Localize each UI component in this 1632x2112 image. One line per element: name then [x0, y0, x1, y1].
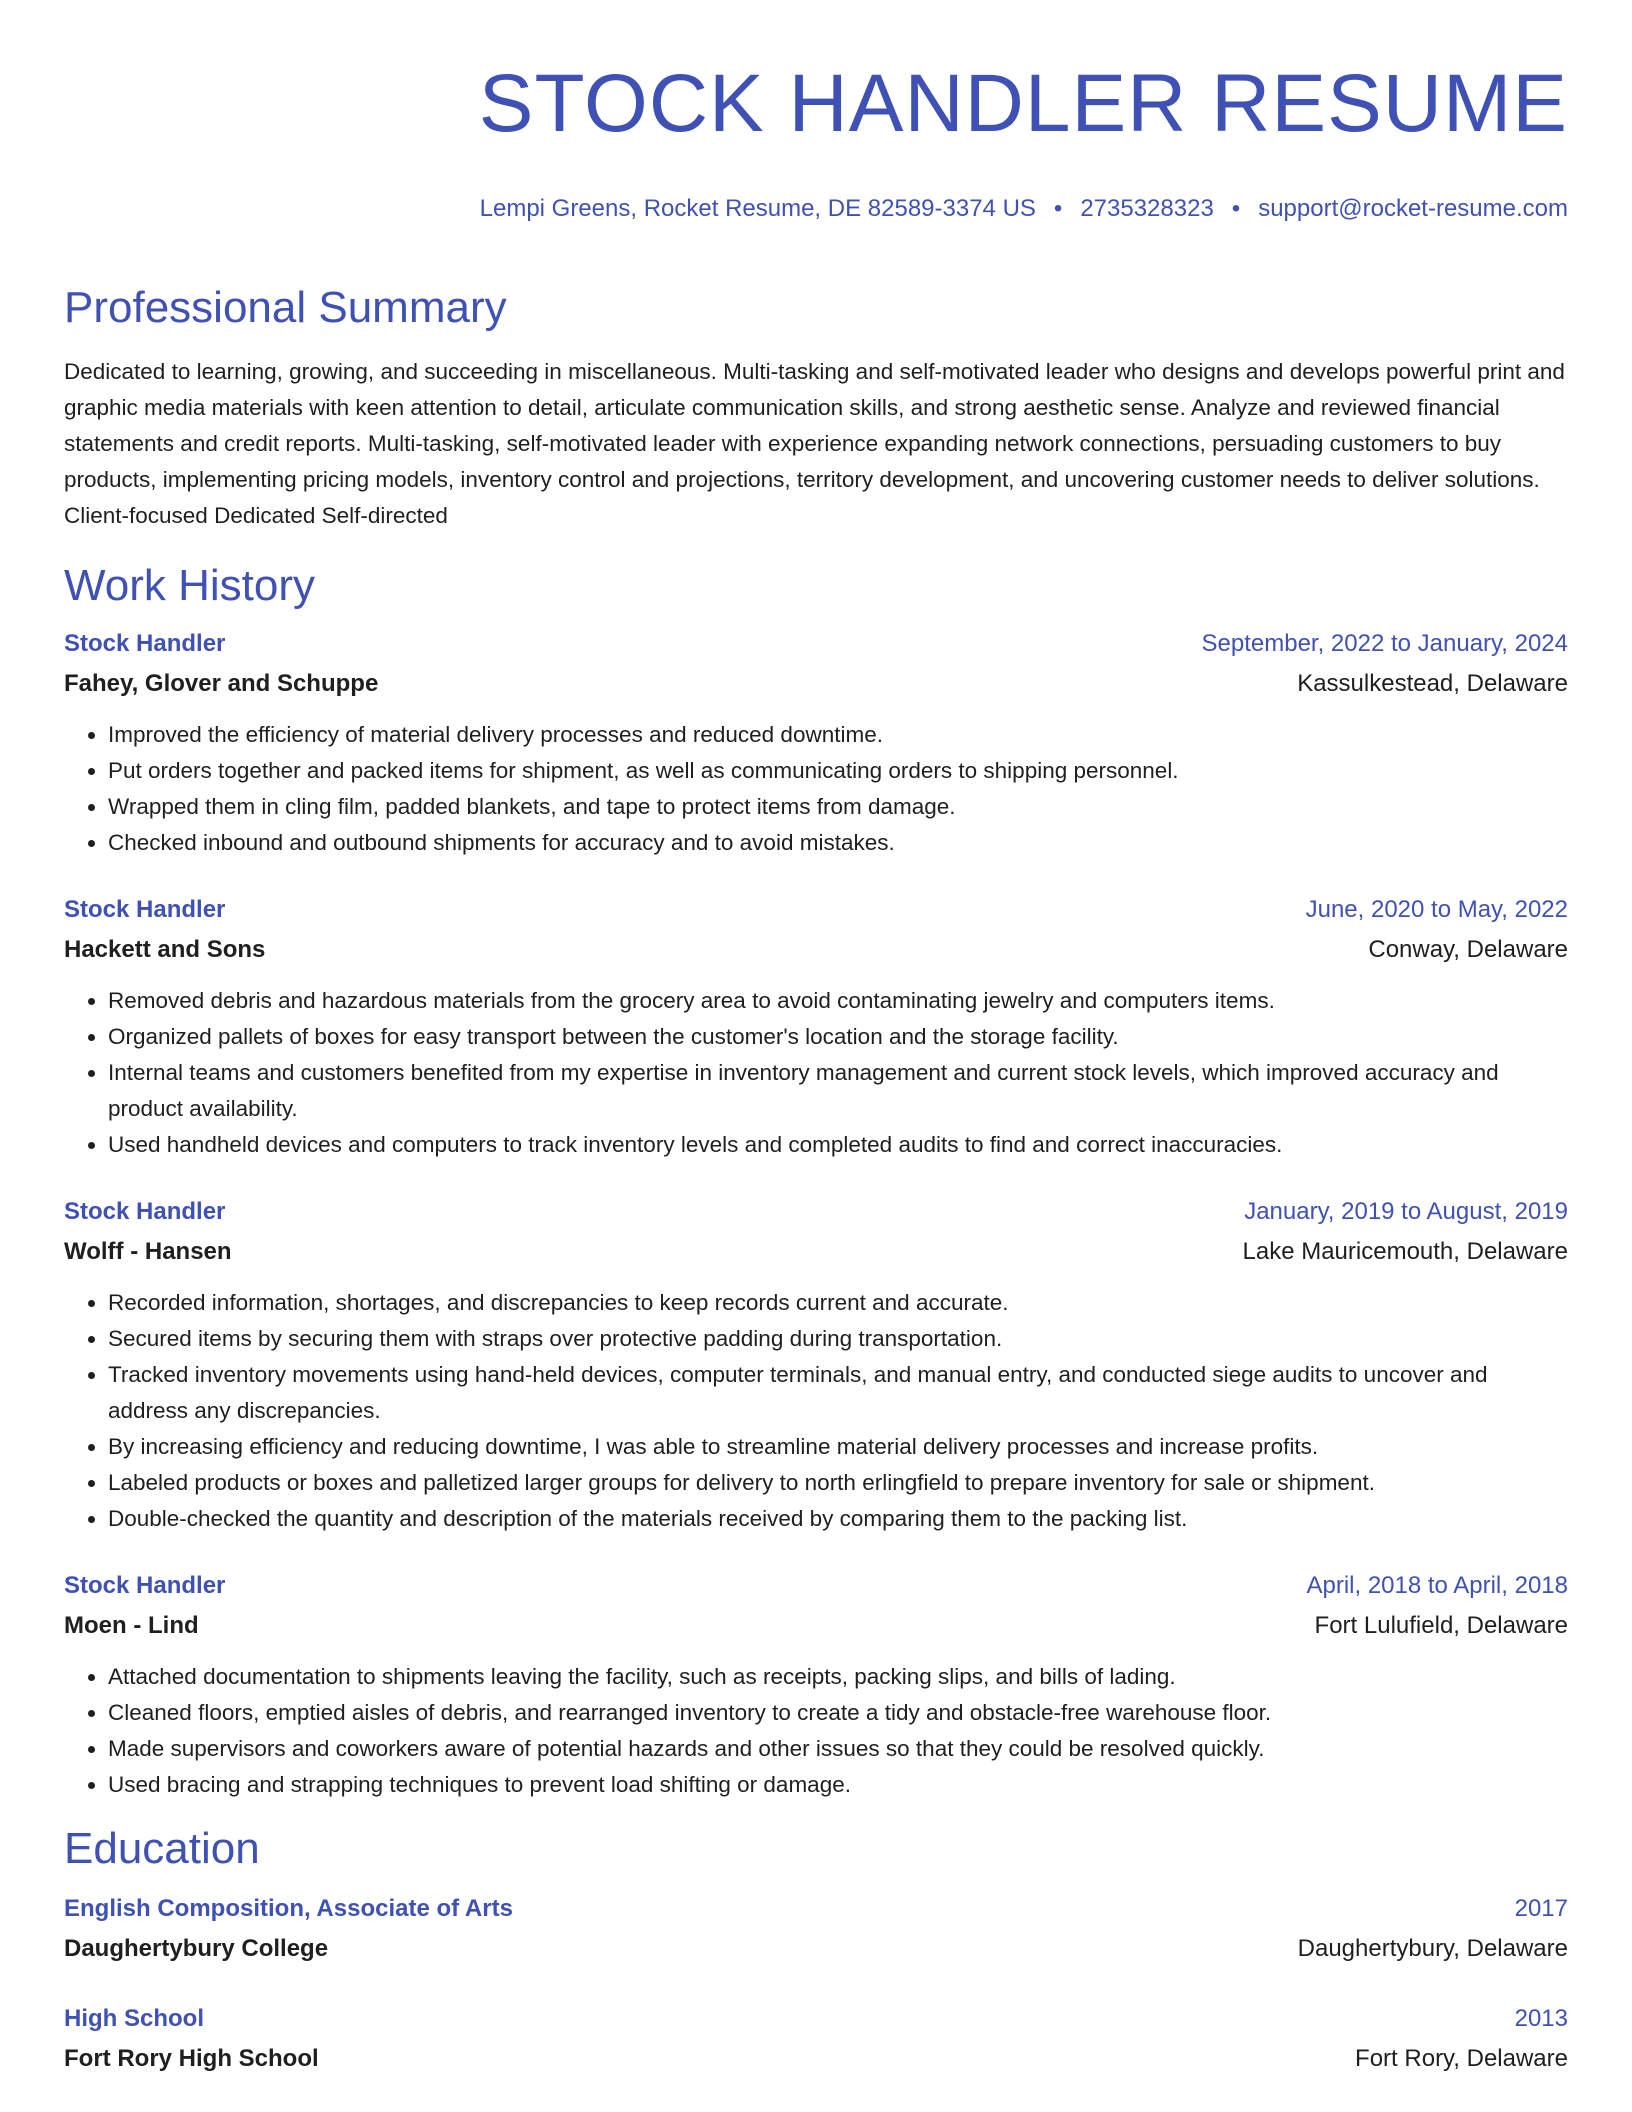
- job-company: Fahey, Glover and Schuppe: [64, 670, 379, 697]
- job-entry: [64, 1570, 1568, 1803]
- education-location: Fort Rory, Delaware: [1355, 2045, 1568, 2072]
- contact-email[interactable]: support@rocket-resume.com: [1258, 195, 1568, 222]
- job-bullet: • Attached documentation to shipments leaving the facility, such as receipts, packing slips, and bills of lading.: [108, 1659, 1568, 1695]
- job-company: Moen - Lind: [64, 1612, 199, 1639]
- job-bullet: • Used bracing and strapping techniques to prevent load shifting or damage.: [108, 1767, 1568, 1803]
- job-dates: June, 2020 to May, 2022: [1305, 896, 1568, 923]
- contact-phone[interactable]: 2735328323: [1080, 195, 1214, 222]
- education-heading: Education: [64, 1824, 260, 1873]
- education-list: [64, 1893, 1568, 2075]
- job-dates: April, 2018 to April, 2018: [1306, 1572, 1568, 1599]
- job-bullets: [64, 983, 1568, 1163]
- job-title: Stock Handler: [64, 1572, 226, 1599]
- work-history-list: [64, 628, 1568, 1803]
- education-location: Daughertybury, Delaware: [1297, 1935, 1568, 1962]
- job-bullet: • Secured items by securing them with straps over protective padding during transportation.: [108, 1321, 1568, 1357]
- job-bullet: • Recorded information, shortages, and discrepancies to keep records current and accurate.: [108, 1285, 1568, 1321]
- job-bullet: • Labeled products or boxes and palletized larger groups for delivery to north erlingfield to prepare inventory for sale or shipment.: [108, 1465, 1568, 1501]
- education-year: 2013: [1514, 2005, 1568, 2032]
- education-school: Daughertybury College: [64, 1935, 329, 1962]
- job-bullet: • Wrapped them in cling film, padded blankets, and tape to protect items from damage.: [108, 789, 1568, 825]
- summary-heading: Professional Summary: [64, 283, 507, 332]
- job-bullet: • Removed debris and hazardous materials from the grocery area to avoid contaminating jewelry and computers items.: [108, 983, 1568, 1019]
- job-dates: September, 2022 to January, 2024: [1201, 630, 1568, 657]
- job-bullets: [64, 1285, 1568, 1537]
- job-bullets: [64, 717, 1568, 861]
- job-bullet: • Used handheld devices and computers to track inventory levels and completed audits to find and correct inaccuracies.: [108, 1127, 1568, 1163]
- contact-separator: •: [1231, 195, 1241, 222]
- summary-text: Dedicated to learning, growing, and succeeding in miscellaneous. Multi-tasking and self-motivated leader who designs and develops powerful print and graphic media materials with keen attention to detail, articulate communication skills, and strong aesthetic sense. Analyze and reviewed financial statements and credit reports. Multi-tasking, self-motivated leader with experience expanding network connections, persuading customers to buy products, implementing pricing models, inventory control and projections, territory development, and uncovering customer needs to deliver solutions. Client-focused Dedicated Self-directed: [64, 359, 1565, 528]
- job-bullet: • Internal teams and customers benefited from my expertise in inventory management and current stock levels, which improved accuracy and product availability.: [108, 1055, 1568, 1127]
- job-location: Lake Mauricemouth, Delaware: [1242, 1238, 1568, 1265]
- job-title: Stock Handler: [64, 896, 226, 923]
- job-title: Stock Handler: [64, 1198, 226, 1225]
- education-year: 2017: [1514, 1895, 1568, 1922]
- job-entry: [64, 894, 1568, 1163]
- education-school: Fort Rory High School: [64, 2045, 319, 2072]
- contact-address: Lempi Greens, Rocket Resume, DE 82589-3374 US: [479, 195, 1036, 222]
- job-bullets: [64, 1659, 1568, 1803]
- education-entry: [64, 1893, 1568, 1965]
- contact-line: [64, 194, 1568, 224]
- job-location: Kassulkestead, Delaware: [1297, 670, 1568, 697]
- job-bullet: • Put orders together and packed items for shipment, as well as communicating orders to shipping personnel.: [108, 753, 1568, 789]
- education-degree: High School: [64, 2005, 204, 2032]
- job-company: Hackett and Sons: [64, 936, 266, 963]
- job-bullet: • Double-checked the quantity and description of the materials received by comparing them to the packing list.: [108, 1501, 1568, 1537]
- job-bullet: • Tracked inventory movements using hand-held devices, computer terminals, and manual entry, and conducted siege audits to uncover and address any discrepancies.: [108, 1357, 1568, 1429]
- job-bullet: • Organized pallets of boxes for easy transport between the customer's location and the storage facility.: [108, 1019, 1568, 1055]
- education-degree: English Composition, Associate of Arts: [64, 1895, 513, 1922]
- job-bullet: • Checked inbound and outbound shipments for accuracy and to avoid mistakes.: [108, 825, 1568, 861]
- job-bullet: • Cleaned floors, emptied aisles of debris, and rearranged inventory to create a tidy and obstacle-free warehouse floor.: [108, 1695, 1568, 1731]
- job-bullet: • Made supervisors and coworkers aware of potential hazards and other issues so that they could be resolved quickly.: [108, 1731, 1568, 1767]
- job-bullet: • By increasing efficiency and reducing downtime, I was able to streamline material delivery processes and increase profits.: [108, 1429, 1568, 1465]
- resume-title: STOCK HANDLER RESUME: [478, 58, 1568, 149]
- job-company: Wolff - Hansen: [64, 1238, 232, 1265]
- job-dates: January, 2019 to August, 2019: [1244, 1198, 1568, 1225]
- education-entry: [64, 2003, 1568, 2075]
- work-history-heading: Work History: [64, 561, 315, 610]
- contact-separator: •: [1053, 195, 1063, 222]
- job-location: Conway, Delaware: [1368, 936, 1568, 963]
- job-bullet: • Improved the efficiency of material delivery processes and reduced downtime.: [108, 717, 1568, 753]
- job-entry: [64, 628, 1568, 861]
- job-title: Stock Handler: [64, 630, 226, 657]
- job-entry: [64, 1196, 1568, 1537]
- job-location: Fort Lulufield, Delaware: [1314, 1612, 1568, 1639]
